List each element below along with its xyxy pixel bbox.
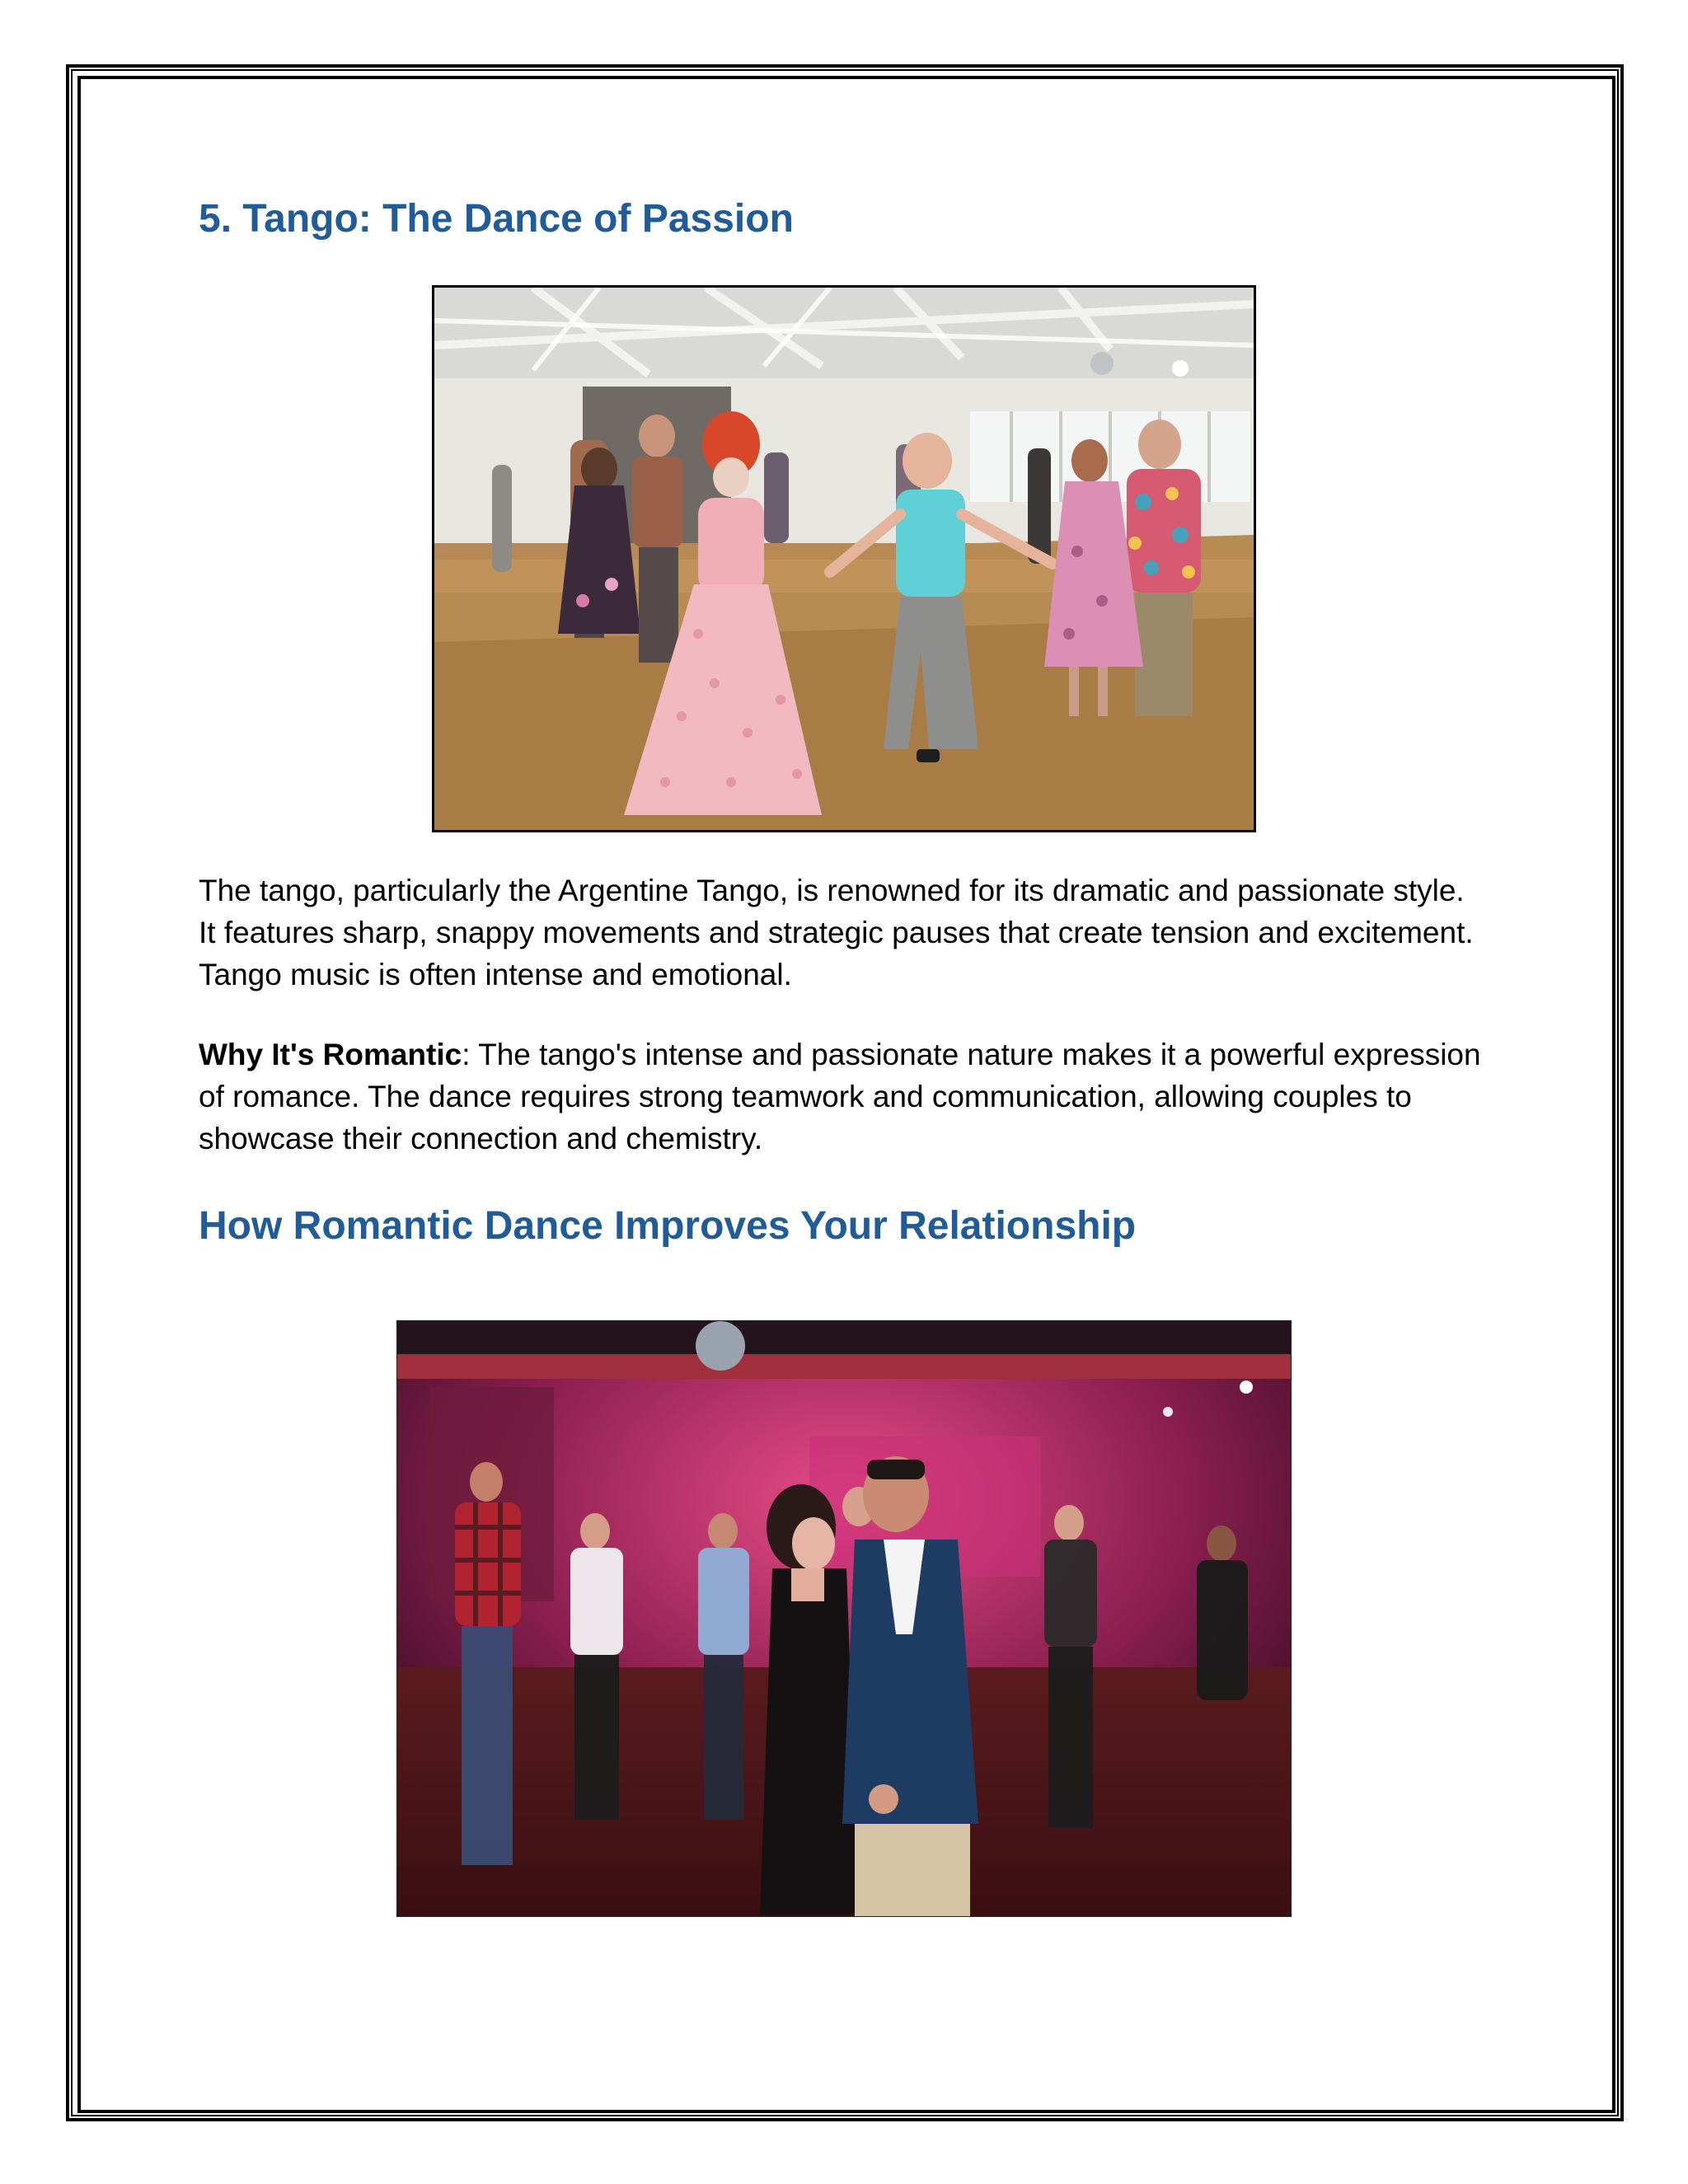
- romantic-couple-ballroom-photo: [396, 1320, 1292, 1917]
- tango-description-paragraph: The tango, particularly the Argentine Tango, is renowned for its dramatic and passionate style. It features sharp, snappy movements and strategic pauses that create tension and excitement. Tango music is often intense and emotional.: [199, 874, 1474, 991]
- why-romantic-text: : The tango's intense and passionate nature makes it a powerful expression of romance. The dance requires strong teamwork and communication, allowing couples to showcase their connection and chemistry.: [199, 1038, 1481, 1155]
- section-heading-tango: 5. Tango: The Dance of Passion: [199, 197, 794, 241]
- why-romantic-paragraph: [199, 1033, 1484, 1160]
- tango-dance-hall-photo: [432, 285, 1256, 832]
- section-heading-relationship: How Romantic Dance Improves Your Relationship: [199, 1204, 1137, 1248]
- why-romantic-label: Why It's Romantic: [199, 1038, 462, 1071]
